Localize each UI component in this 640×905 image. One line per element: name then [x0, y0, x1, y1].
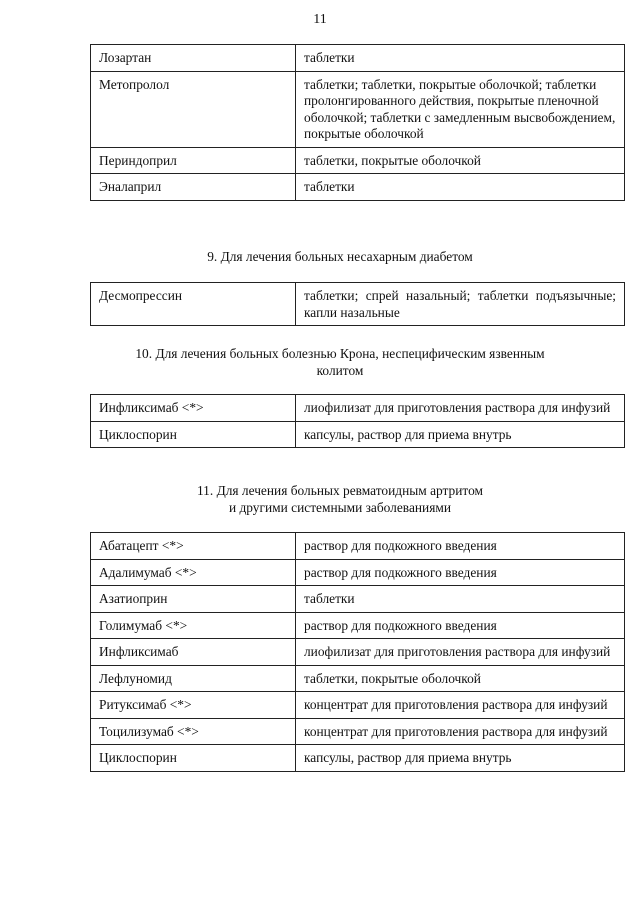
drug-name-cell: Лефлуномид: [91, 665, 296, 692]
drug-table-continuation: [90, 44, 625, 201]
section-11-heading-line-1: 11. Для лечения больных ревматоидным артритом: [196, 483, 484, 498]
drug-table-section-10: [90, 394, 625, 448]
dosage-form-cell: концентрат для приготовления раствора для инфузий: [296, 692, 625, 719]
table-row: [91, 395, 625, 422]
dosage-form-cell: таблетки, покрытые оболочкой: [296, 147, 625, 174]
drug-name-cell: Лозартан: [91, 45, 296, 72]
table-row: [91, 45, 625, 72]
dosage-form-cell: лиофилизат для приготовления раствора для инфузий: [296, 395, 625, 422]
drug-table-section-9: [90, 282, 625, 326]
drug-name-cell: Инфликсимаб: [91, 639, 296, 666]
dosage-form-cell: раствор для подкожного введения: [296, 533, 625, 560]
dosage-form-cell: таблетки, покрытые оболочкой: [296, 665, 625, 692]
drug-name-cell: Циклоспорин: [91, 745, 296, 772]
dosage-form-cell: таблетки; спрей назальный; таблетки подъязычные; капли назальные: [296, 283, 625, 326]
section-11-heading: [90, 483, 590, 516]
drug-name-cell: Азатиоприн: [91, 586, 296, 613]
table-row: [91, 283, 625, 326]
section-10-heading-line-1: 10. Для лечения больных болезнью Крона, неспецифическим язвенным: [135, 346, 545, 361]
table-row: [91, 745, 625, 772]
table-row: [91, 533, 625, 560]
drug-name-cell: Периндоприл: [91, 147, 296, 174]
table-row: [91, 559, 625, 586]
table-row: [91, 692, 625, 719]
table-row: [91, 71, 625, 147]
dosage-form-cell: таблетки; таблетки, покрытые оболочкой; таблетки пролонгированного действия, покрытые пленочной оболочкой; таблетки с замедленным высвобождением, покрытые оболочкой: [296, 71, 625, 147]
drug-name-cell: Циклоспорин: [91, 421, 296, 448]
table-row: [91, 718, 625, 745]
page-number: 11: [313, 12, 327, 27]
drug-name-cell: Голимумаб <*>: [91, 612, 296, 639]
drug-name-cell: Метопролол: [91, 71, 296, 147]
table-row: [91, 174, 625, 201]
drug-name-cell: Адалимумаб <*>: [91, 559, 296, 586]
dosage-form-cell: капсулы, раствор для приема внутрь: [296, 745, 625, 772]
table-row: [91, 147, 625, 174]
drug-name-cell: Инфликсимаб <*>: [91, 395, 296, 422]
dosage-form-cell: капсулы, раствор для приема внутрь: [296, 421, 625, 448]
drug-table-section-11: [90, 532, 625, 772]
drug-name-cell: Абатацепт <*>: [91, 533, 296, 560]
section-11-heading-line-2: и другими системными заболеваниями: [228, 499, 452, 515]
dosage-form-cell: таблетки: [296, 174, 625, 201]
dosage-form-cell: концентрат для приготовления раствора для инфузий: [296, 718, 625, 745]
table-row: [91, 421, 625, 448]
table-row: [91, 639, 625, 666]
dosage-form-cell: лиофилизат для приготовления раствора для инфузий: [296, 639, 625, 666]
table-row: [91, 612, 625, 639]
table-row: [91, 586, 625, 613]
section-10-heading-line-2: колитом: [316, 362, 364, 378]
dosage-form-cell: раствор для подкожного введения: [296, 612, 625, 639]
drug-name-cell: Тоцилизумаб <*>: [91, 718, 296, 745]
dosage-form-cell: таблетки: [296, 586, 625, 613]
drug-name-cell: Ритуксимаб <*>: [91, 692, 296, 719]
section-9-heading: 9. Для лечения больных несахарным диабетом: [207, 249, 473, 264]
drug-name-cell: Эналаприл: [91, 174, 296, 201]
dosage-form-cell: таблетки: [296, 45, 625, 72]
table-row: [91, 665, 625, 692]
dosage-form-cell: раствор для подкожного введения: [296, 559, 625, 586]
drug-name-cell: Десмопрессин: [91, 283, 296, 326]
section-10-heading: [90, 346, 590, 379]
